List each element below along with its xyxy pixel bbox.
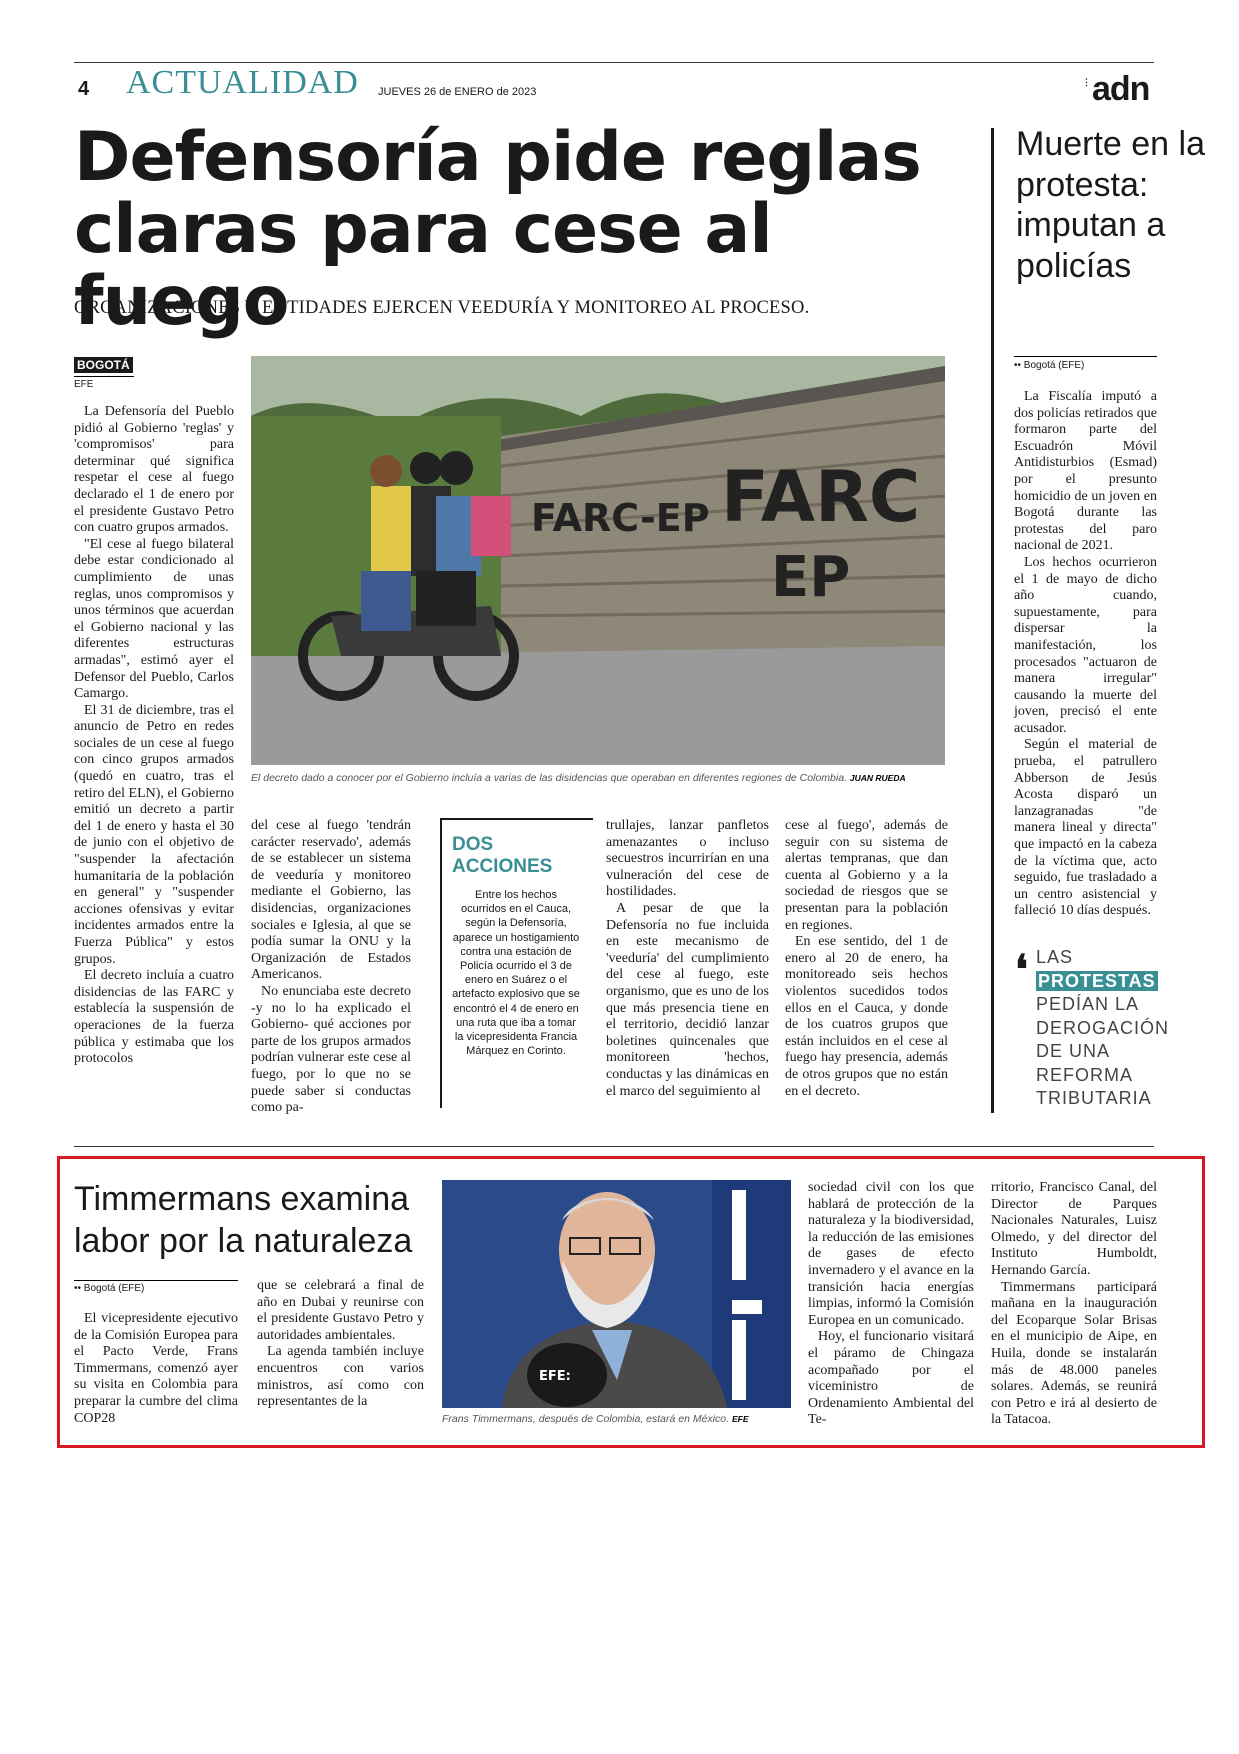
main-col-2 bbox=[251, 818, 411, 1117]
main-col-4 bbox=[785, 818, 948, 1100]
quote-highlight: PROTESTAS bbox=[1038, 970, 1156, 991]
graffiti-text: FARC-EP bbox=[531, 496, 710, 540]
quote-text: LAS bbox=[1036, 947, 1074, 967]
issue-date: JUEVES 26 de ENERO de 2023 bbox=[378, 86, 537, 98]
box-title-line: DOS bbox=[452, 834, 494, 855]
graffiti-text: FARC bbox=[721, 456, 921, 538]
bottom-col-2 bbox=[257, 1278, 424, 1411]
box-body: Entre los hechos ocurridos en el Cauca, según la Defensoría, aparece un hostigamiento contra una estación de Policía ocurrido el 3 de enero en Suárez o el artefacto explosivo que se encontró el 4 de enero en una ruta que iba a tomar la vicepresidenta Francia Márquez en Corinto. bbox=[452, 889, 580, 1058]
sidebar-body bbox=[1014, 389, 1157, 920]
sidebar-source: •• Bogotá (EFE) bbox=[1014, 356, 1157, 371]
photo-caption bbox=[442, 1413, 791, 1425]
paragraph: La Defensoría del Pueblo pidió al Gobierno 'reglas' y 'compromisos' para determinar qué significa respetar el cese al fuego declarado el 1 de enero por el presidente Gustavo Petro con cuatro grupos armados. bbox=[74, 404, 234, 536]
main-col-3 bbox=[606, 818, 769, 1100]
main-subhead: ORGANIZACIONES Y ENTIDADES EJERCEN VEEDURÍA Y MONITOREO AL PROCESO. bbox=[74, 298, 810, 318]
paragraph: cese al fuego', además de seguir con su sistema de alertas tempranas, que dan cuenta al Gobierno y a la sociedad de riesgos que se presentan para la población en regiones. bbox=[785, 818, 948, 933]
logo-dots: ⋮ bbox=[1082, 77, 1091, 87]
paragraph: No enunciaba este decreto -y no lo ha explicado el Gobierno- qué acciones por parte de los grupos armados podrían vulnerar este cese al fuego, por lo que no se puede saber si conductas como pa- bbox=[251, 983, 411, 1116]
motorbike-photo bbox=[251, 356, 945, 765]
top-rule bbox=[74, 62, 1154, 63]
timmermans-photo bbox=[442, 1180, 791, 1408]
box-title bbox=[452, 834, 552, 878]
paragraph: El 31 de diciembre, tras el anuncio de Petro en redes sociales de un cese al fuego con cinco grupos armados (quedó en cuatro, tras el retiro del ELN), el Gobierno emitió un decreto a partir del 1 de enero y hasta el 30 de junio con el objetivo de "suspender la afectación humanitaria de la población en general" y "suspender acciones ofensivas y evitar incidentes armados entre la Fuerza Pública" y estos grupos. bbox=[74, 702, 234, 967]
dateline-block bbox=[74, 356, 134, 390]
paragraph: Los hechos ocurrieron el 1 de mayo de dicho año cuando, supuestamente, para dispersar la manifestación, los procesados "actuaron de manera irregular" causando la muerte del joven, precisó el ente acusador. bbox=[1014, 554, 1157, 736]
paragraph: Timmermans participará mañana en la inauguración del Ecoparque Solar Brisas en el municipio de Aipe, en Huila, donde se instalarán más de 48.000 paneles solares. Además, se reunirá con Petro e irá al desierto de la Tatacoa. bbox=[991, 1279, 1157, 1428]
bottom-col-1 bbox=[74, 1311, 238, 1427]
paragraph: del cese al fuego 'tendrán carácter reservado', además de se establecer un sistema de veeduría y monitoreo mediante el Gobierno, las disidencias, organizaciones sociales e Iglesia, al que se podía sumar la ONU y la Organización de Estados Americanos. bbox=[251, 818, 411, 983]
paragraph: que se celebrará a final de año en Dubai y reunirse con el presidente Gustavo Petro y autoridades ambientales. bbox=[257, 1278, 424, 1343]
paragraph: En ese sentido, del 1 de enero al 20 de enero, ha monitoreado seis hechos violentos sucedidos todos ellos en el Cauca, y donde de los cuatros grupos que están incluidos en el cese al fuego hay presencia, además de otros grupos que no están en el decreto. bbox=[785, 934, 948, 1099]
photo-caption bbox=[251, 772, 945, 784]
photo-credit: EFE bbox=[731, 1414, 749, 1424]
paragraph: El decreto incluía a cuatro disidencias de las FARC y establecía la suspensión de operaciones de la fuerza pública y estimaba que los protocolos bbox=[74, 968, 234, 1067]
sidebar-rule bbox=[991, 128, 994, 1113]
bottom-col-4 bbox=[991, 1180, 1157, 1429]
paragraph: rritorio, Francisco Canal, del Director de Parques Nacionales Naturales, Luisz Olmedo, y del director del Instituto Humboldt, Hernando García. bbox=[991, 1180, 1157, 1278]
bottom-col-3 bbox=[808, 1180, 974, 1429]
paragraph: A pesar de que la Defensoría no fue incluida en este mecanismo de 'veeduría' del cumplimiento del cese al fuego, este organismo, que es uno de los que más presencia tiene en el territorio, decidió lanzar boletines quincenales que monitoreen 'hechos, conductas y las dinámicas en el marco del seguimiento al bbox=[606, 900, 769, 1099]
paragraph: Hoy, el funcionario visitará el páramo de Chingaza acompañado por el viceministro de Ordenamiento Ambiental del Te- bbox=[808, 1329, 974, 1428]
box-title-line: ACCIONES bbox=[452, 856, 553, 877]
paragraph: Según el material de prueba, el patrullero Abberson de Jesús Acosta disparó un lanzagranadas "de manera lineal y directa" que impactó en la cabeza de la víctima que, acto seguido, fue trasladado a un centro asistencial y falleció 10 días después. bbox=[1014, 737, 1157, 919]
page-number: 4 bbox=[78, 78, 90, 100]
main-headline: Defensoría pide reglas claras para cese al fuego bbox=[74, 118, 921, 341]
caption-text: Frans Timmermans, después de Colombia, estará en México. bbox=[442, 1413, 730, 1425]
caption-text: El decreto dado a conocer por el Gobierno incluía a varias de las disidencias que operaban en diferentes regiones de Colombia. bbox=[251, 772, 847, 784]
sidebar-headline: Muerte en la protesta: imputan a policías bbox=[1016, 125, 1205, 285]
bottom-source: •• Bogotá (EFE) bbox=[74, 1280, 238, 1294]
microphone-label: EFE: bbox=[539, 1369, 571, 1384]
article-source: EFE bbox=[74, 376, 134, 390]
paragraph: sociedad civil con los que hablará de protección de la naturaleza y la biodiversidad, la reducción de las emisiones de gases de efecto invernadero y el avance en la transición hacia energías limpias, informó la Comisión Europea en un comunicado. bbox=[808, 1180, 974, 1328]
bottom-headline: Timmermans examina labor por la naturaleza bbox=[74, 1180, 413, 1260]
quote-mark-icon: ❛ bbox=[1015, 947, 1028, 992]
main-col-1 bbox=[74, 404, 234, 1068]
pull-quote bbox=[1036, 946, 1186, 1111]
paragraph: La agenda también incluye encuentros con varios ministros, así como con representantes de la bbox=[257, 1344, 424, 1410]
adn-logo: adn bbox=[1092, 70, 1150, 108]
paragraph: trullajes, lanzar panfletos amenazantes o incluso secuestros incurrirían en una vulneración del cese de hostilidades. bbox=[606, 818, 769, 900]
graffiti-text: EP bbox=[771, 545, 851, 610]
section-title: ACTUALIDAD bbox=[126, 64, 359, 101]
paragraph: La Fiscalía imputó a dos policías retirados que formaron parte del Escuadrón Móvil Antidisturbios (Esmad) por el presunto homicidio de un joven en Bogotá durante las protestas del paro nacional de 2021. bbox=[1014, 389, 1157, 554]
paragraph: "El cese al fuego bilateral debe estar condicionado al cumplimiento de unas reglas, unos compromisos y unos términos que acuerdan el Gobierno nacional y las diferentes estructuras armadas", estimó ayer el Defensor del Pueblo, Carlos Camargo. bbox=[74, 536, 234, 702]
paragraph: El vicepresidente ejecutivo de la Comisión Europea para el Pacto Verde, Frans Timmermans, comenzó ayer su visita en Colombia para preparar la cumbre del clima COP28 bbox=[74, 1311, 238, 1426]
quote-text: PEDÍAN LA DEROGACIÓN DE UNA REFORMA TRIBUTARIA bbox=[1036, 994, 1170, 1108]
section-divider bbox=[74, 1146, 1154, 1147]
photo-credit: JUAN RUEDA bbox=[849, 773, 906, 783]
dateline: BOGOTÁ bbox=[74, 357, 133, 373]
